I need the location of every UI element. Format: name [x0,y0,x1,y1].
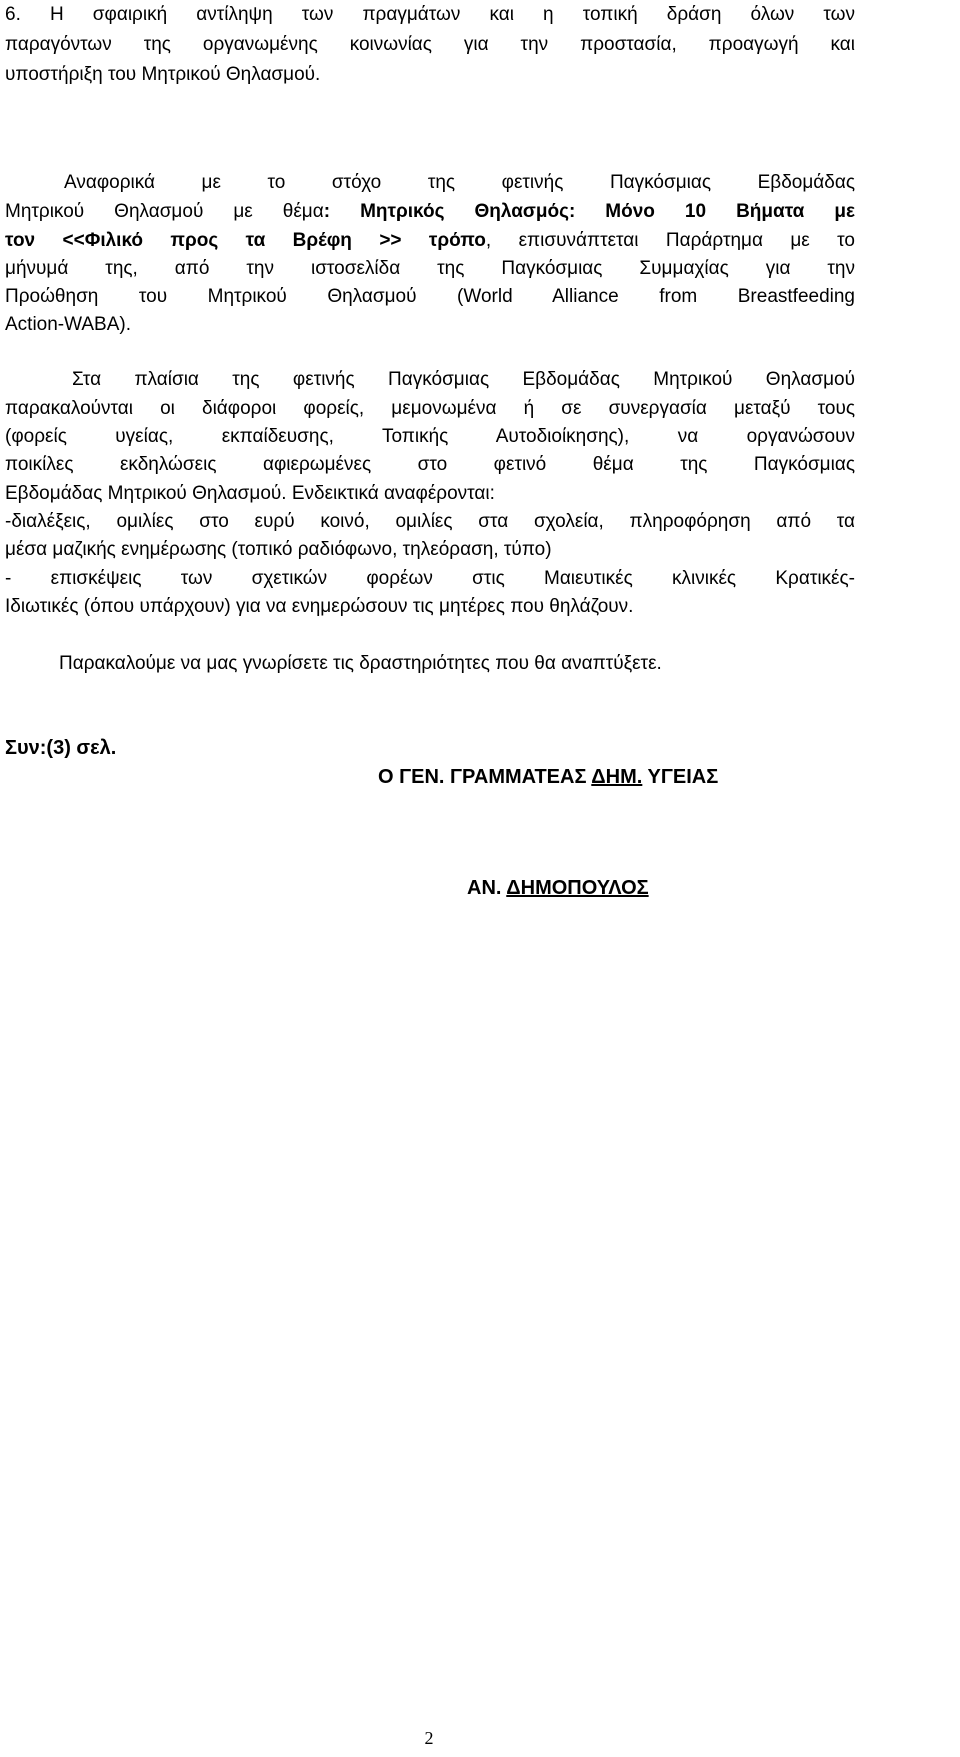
item6-line-1: 6. Η σφαιρική αντίληψη των πραγμάτων και η τοπική δράση όλων των [5,4,855,25]
signature-title-pre: Ο ΓΕΝ. ΓΡΑΜΜΑΤΕΑΣ [378,766,592,788]
para1-line-6: Action-WABA). [5,314,131,335]
para1-line2-plain: Μητρικού Θηλασμού με θέμα [5,201,324,222]
para2-line-1: Στα πλαίσια της φετινής Παγκόσμιας Εβδομάδας Μητρικού Θηλασμού [72,369,855,390]
signature-name [467,875,649,901]
para2-line-2: παρακαλούνται οι διάφοροι φορείς, μεμονωμένα ή σε συνεργασία μεταξύ τους [5,398,855,419]
para1-line-3 [5,228,855,254]
signature-title-underlined: ΔΗΜ. [591,766,643,788]
para1-line-4: μήνυμά της, από την ιστοσελίδα της Παγκόσμιας Συμμαχίας για την [5,258,855,279]
para2-line-7: μέσα μαζικής ενημέρωσης (τοπικό ραδιόφωνο, τηλεόραση, τύπο) [5,539,552,560]
para2-line-6: -διαλέξεις, ομιλίες στο ευρύ κοινό, ομιλίες στα σχολεία, πληροφόρηση από τα [5,511,855,532]
item6-line-3: υποστήριξη του Μητρικού Θηλασμού. [5,64,321,85]
para1-line-1: Αναφορικά με το στόχο της φετινής Παγκόσμιας Εβδομάδας [64,172,855,193]
signature-title-post: ΥΓΕΙΑΣ [642,766,719,788]
item6-line-2: παραγόντων της οργανωμένης κοινωνίας για την προστασία, προαγωγή και [5,34,855,55]
para2-line-3: (φορείς υγείας, εκπαίδευσης, Τοπικής Αυτοδιοίκησης), να οργανώσουν [5,426,855,447]
page-number: 2 [424,1728,434,1748]
signature-name-underlined: ΔΗΜΟΠΟΥΛΟΣ [506,877,649,899]
signature-name-pre: ΑΝ. [467,877,507,899]
para2-line-5: Εβδομάδας Μητρικού Θηλασμού. Ενδεικτικά αναφέρονται: [5,483,495,504]
para2-line-4: ποικίλες εκδηλώσεις αφιερωμένες στο φετινό θέμα της Παγκόσμιας [5,454,855,475]
enclosures-note: Συν:(3) σελ. [5,737,117,759]
para1-line-2 [5,199,855,225]
para2-line-8: - επισκέψεις των σχετικών φορέων στις Μαιευτικές κλινικές Κρατικές- [5,568,855,589]
para3-request: Παρακαλούμε να μας γνωρίσετε τις δραστηριότητες που θα αναπτύξετε. [59,653,662,674]
para1-line2-bold: : Μητρικός Θηλασμός: Μόνο 10 Βήματα με [323,201,855,222]
para1-line-5: Προώθηση του Μητρικού Θηλασμού (World Alliance from Breastfeeding [5,286,855,307]
para1-line3-bold: τον <<Φιλικό προς τα Βρέφη >> τρόπο [5,230,486,251]
para1-line3-plain: , επισυνάπτεται Παράρτημα με το [485,230,855,251]
signature-title [378,764,718,790]
para2-line-9: Ιδιωτικές (όπου υπάρχουν) για να ενημερώσουν τις μητέρες που θηλάζουν. [5,596,634,617]
